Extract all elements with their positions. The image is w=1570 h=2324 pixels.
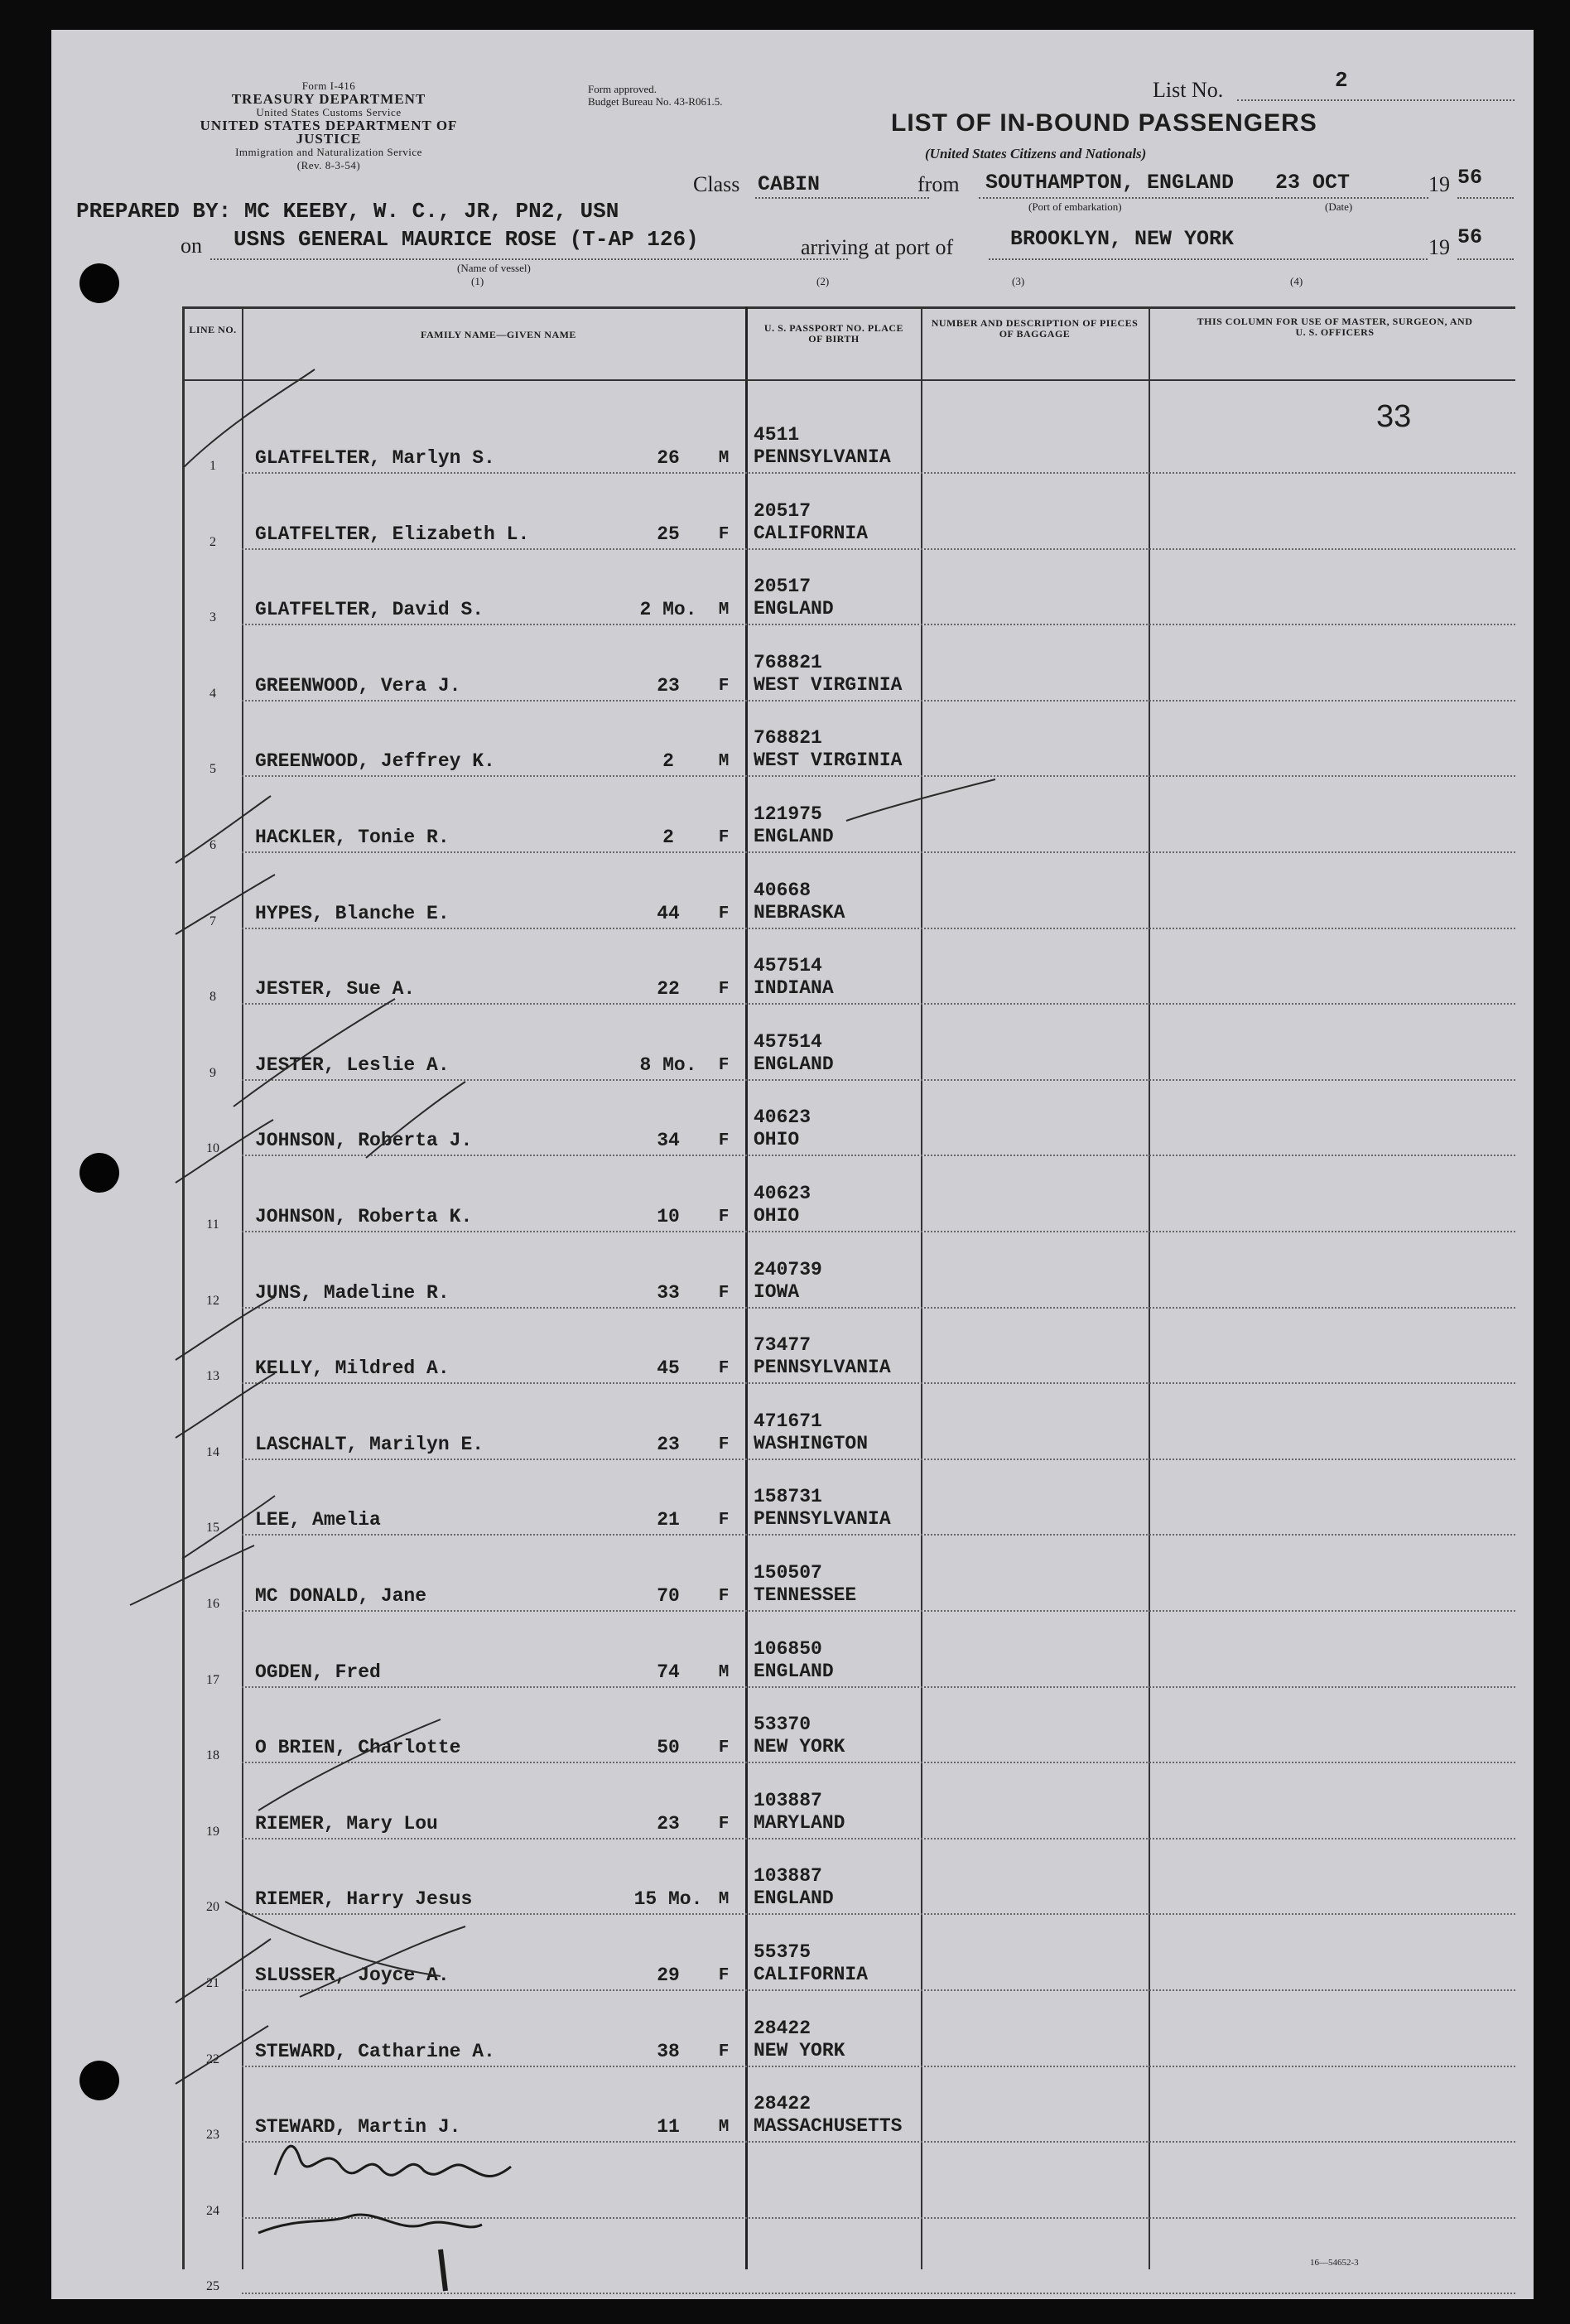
passport-number: 20517 <box>754 576 811 598</box>
birthplace: PENNSYLVANIA <box>754 1357 891 1379</box>
ins-service: Immigration and Naturalization Service <box>235 146 422 158</box>
line-number: 4 <box>209 686 216 701</box>
header-line-no: LINE NO. <box>189 324 237 335</box>
passenger-sex: F <box>718 1055 730 1075</box>
line-number: 16 <box>206 1597 219 1611</box>
passport-number: 457514 <box>754 955 822 977</box>
passport-number: 55375 <box>754 1941 811 1963</box>
line-number: 24 <box>206 2203 219 2218</box>
passenger-name: HACKLER, Tonie R. <box>255 827 450 848</box>
line-number: 12 <box>206 1293 219 1308</box>
passenger-age: 26 <box>657 447 680 469</box>
birthplace: ENGLAND <box>754 1888 834 1910</box>
birthplace: ENGLAND <box>754 826 834 847</box>
passenger-sex: F <box>718 828 730 847</box>
port-caption: (Port of embarkation) <box>1028 200 1122 213</box>
passenger-age: 50 <box>657 1737 680 1759</box>
check-mark <box>184 369 315 467</box>
passenger-name: RIEMER, Mary Lou <box>255 1812 438 1835</box>
check-mark <box>176 1120 273 1183</box>
line-number: 9 <box>209 1065 216 1080</box>
passenger-name: KELLY, Mildred A. <box>255 1357 450 1380</box>
line-number: 19 <box>206 1824 219 1839</box>
birthplace: PENNSYLVANIA <box>754 1508 891 1531</box>
passenger-age: 21 <box>657 1509 680 1531</box>
passport-number: 28422 <box>754 2017 811 2039</box>
check-mark <box>258 1719 441 1811</box>
vessel-name: USNS GENERAL MAURICE ROSE (T-AP 126) <box>234 227 699 252</box>
check-mark <box>846 779 995 821</box>
check-mark <box>300 1926 465 1997</box>
line-number: 8 <box>209 990 216 1005</box>
birthplace: MARYLAND <box>754 1811 845 1834</box>
check-mark <box>176 796 271 863</box>
passport-number: 53370 <box>754 1714 811 1736</box>
line-number: 23 <box>206 2128 219 2143</box>
page-subtitle: (United States Citizens and Nationals) <box>925 146 1147 162</box>
passenger-sex: F <box>718 676 730 696</box>
class-label: Class <box>693 172 740 196</box>
line-number: 7 <box>209 914 216 928</box>
check-mark <box>176 1297 275 1360</box>
line-number: 10 <box>206 1141 219 1156</box>
port-embarkation: SOUTHAMPTON, ENGLAND <box>985 171 1235 195</box>
passenger-sex: F <box>718 1434 730 1454</box>
check-mark <box>234 999 395 1107</box>
header-baggage: NUMBER AND DESCRIPTION OF PIECES OF BAGGAGE <box>931 317 1139 340</box>
passenger-sex: M <box>718 449 730 468</box>
birthplace: ENGLAND <box>754 598 834 620</box>
passenger-sex: F <box>718 1208 730 1227</box>
line-number: 2 <box>209 534 216 549</box>
passport-number: 103887 <box>754 1865 822 1888</box>
passport-number: 158731 <box>754 1486 822 1508</box>
passenger-name: LEE, Amelia <box>255 1509 381 1531</box>
line-number: 20 <box>206 1900 219 1915</box>
birthplace: WASHINGTON <box>754 1432 869 1454</box>
line-number: 11 <box>206 1217 219 1232</box>
header-passport: U. S. PASSPORT NO. PLACE OF BIRTH <box>763 322 904 345</box>
arriving-label: arriving at port of <box>801 235 954 259</box>
birthplace: NEW YORK <box>754 1736 845 1758</box>
birthplace: WEST VIRGINIA <box>754 673 903 696</box>
passenger-name: JOHNSON, Roberta J. <box>255 1130 473 1152</box>
passenger-name: LASCHALT, Marilyn E. <box>255 1433 484 1455</box>
passenger-age: 23 <box>657 674 680 697</box>
passenger-age: 2 Mo. <box>639 599 697 621</box>
year-prefix: 19 <box>1428 172 1450 196</box>
arrival-year: 56 <box>1457 225 1483 249</box>
check-mark <box>366 1082 465 1158</box>
birthplace: NEW YORK <box>754 2039 845 2061</box>
passenger-age: 23 <box>657 1433 680 1455</box>
from-label: from <box>917 172 960 196</box>
passenger-sex: F <box>718 980 730 1000</box>
manifest-page <box>51 30 1534 2299</box>
passenger-sex: F <box>718 1814 730 1834</box>
passenger-sex: F <box>718 1738 730 1758</box>
birthplace: NEBRASKA <box>754 901 845 923</box>
passport-number: 40668 <box>754 879 811 901</box>
treasury-dept: TREASURY DEPARTMENT <box>231 91 426 107</box>
birthplace: ENGLAND <box>754 1660 834 1682</box>
passenger-name: OGDEN, Fred <box>255 1661 381 1683</box>
line-number: 25 <box>206 2279 219 2294</box>
revision: (Rev. 8-3-54) <box>296 159 361 171</box>
prepared-by: PREPARED BY: MC KEEBY, W. C., JR, PN2, USN <box>76 199 619 224</box>
passenger-name: O BRIEN, Charlotte <box>255 1737 461 1759</box>
passenger-sex: F <box>718 1131 730 1151</box>
signature <box>258 2146 511 2291</box>
vessel-caption: (Name of vessel) <box>457 262 531 274</box>
passenger-sex: F <box>718 1587 730 1606</box>
passport-number: 40623 <box>754 1183 811 1204</box>
passenger-name: RIEMER, Harry Jesus <box>255 1888 473 1911</box>
pen-marks <box>51 30 1534 2299</box>
passenger-age: 15 Mo. <box>633 1888 703 1911</box>
passenger-name: MC DONALD, Jane <box>255 1585 427 1607</box>
customs-service: United States Customs Service <box>256 106 402 118</box>
birthplace: TENNESSEE <box>754 1584 857 1606</box>
passenger-name: STEWARD, Martin J. <box>255 2116 461 2138</box>
budget-bureau: Budget Bureau No. 43-R061.5. <box>588 95 723 108</box>
col-num-3: (3) <box>1012 275 1025 287</box>
arrival-port: BROOKLYN, NEW YORK <box>1010 227 1235 251</box>
page-title: LIST OF IN-BOUND PASSENGERS <box>891 109 1317 137</box>
line-number: 1 <box>209 459 216 473</box>
passenger-age: 44 <box>657 902 680 924</box>
form-code: 16—54652-3 <box>1310 2258 1359 2268</box>
col-num-4: (4) <box>1290 275 1303 287</box>
passenger-sex: M <box>718 600 730 620</box>
header-name: FAMILY NAME—GIVEN NAME <box>421 329 576 340</box>
passport-number: 73477 <box>754 1334 811 1357</box>
justice-dept: UNITED STATES DEPARTMENT OF JUSTICE <box>200 118 458 147</box>
passenger-sex: M <box>718 2118 730 2138</box>
col-num-1: (1) <box>471 275 484 287</box>
passenger-sex: M <box>718 752 730 772</box>
on-label: on <box>181 234 202 258</box>
passenger-sex: F <box>718 2042 730 2061</box>
check-mark <box>176 2026 268 2084</box>
line-number: 18 <box>206 1748 219 1763</box>
passenger-age: 29 <box>657 1965 680 1986</box>
line-number: 5 <box>209 762 216 777</box>
passenger-name: GREENWOOD, Vera J. <box>255 674 461 697</box>
passenger-name: HYPES, Blanche E. <box>255 902 450 924</box>
line-number: 22 <box>206 2052 219 2066</box>
birthplace: CALIFORNIA <box>754 522 869 544</box>
passenger-sex: F <box>718 1511 730 1531</box>
passport-number: 4511 <box>754 424 800 446</box>
passenger-age: 2 <box>662 827 674 848</box>
line-number: 15 <box>206 1521 219 1536</box>
line-number: 14 <box>206 1444 219 1459</box>
list-no-label: List No. <box>1153 78 1224 102</box>
date-value: 23 OCT <box>1275 171 1351 195</box>
passenger-age: 45 <box>657 1357 680 1380</box>
line-number: 17 <box>206 1672 219 1687</box>
passport-number: 240739 <box>754 1258 822 1280</box>
check-mark <box>176 875 275 934</box>
birthplace: MASSACHUSETTS <box>754 2115 903 2138</box>
passport-number: 150507 <box>754 1562 822 1584</box>
passenger-age: 70 <box>657 1585 680 1607</box>
official-count: 33 <box>1376 399 1412 434</box>
passport-number: 103887 <box>754 1789 822 1811</box>
line-number: 3 <box>209 610 216 625</box>
passport-number: 20517 <box>754 499 811 522</box>
passport-number: 457514 <box>754 1030 822 1053</box>
passport-number: 28422 <box>754 2093 811 2115</box>
passenger-sex: F <box>718 524 730 544</box>
passport-number: 471671 <box>754 1410 822 1432</box>
form-number: Form I-416 <box>301 80 356 92</box>
passenger-age: 33 <box>657 1281 680 1304</box>
line-number: 6 <box>209 838 216 852</box>
passenger-name: GLATFELTER, David S. <box>255 599 484 621</box>
passenger-sex: M <box>718 1890 730 1910</box>
passport-number: 768821 <box>754 727 822 750</box>
passenger-name: JESTER, Leslie A. <box>255 1054 450 1076</box>
passenger-sex: F <box>718 1359 730 1379</box>
birthplace: PENNSYLVANIA <box>754 446 891 468</box>
date-caption: (Date) <box>1325 200 1353 213</box>
passenger-name: JUNS, Madeline R. <box>255 1281 450 1304</box>
passenger-age: 74 <box>657 1661 680 1683</box>
passenger-age: 11 <box>657 2116 680 2138</box>
birthplace: OHIO <box>754 1205 800 1227</box>
passenger-name: JOHNSON, Roberta K. <box>255 1206 473 1227</box>
passenger-age: 2 <box>662 750 674 773</box>
passenger-name: SLUSSER, Joyce A. <box>255 1965 450 1986</box>
passenger-age: 22 <box>657 978 680 1000</box>
passenger-age: 34 <box>657 1130 680 1152</box>
passenger-age: 8 Mo. <box>639 1054 697 1076</box>
birthplace: OHIO <box>754 1129 800 1151</box>
passenger-name: JESTER, Sue A. <box>255 978 416 1000</box>
passenger-sex: M <box>718 1662 730 1682</box>
passenger-sex: F <box>718 1283 730 1303</box>
birthplace: WEST VIRGINIA <box>754 750 903 772</box>
line-number: 13 <box>206 1369 219 1384</box>
passport-number: 106850 <box>754 1637 822 1660</box>
passport-number: 121975 <box>754 803 822 825</box>
approval: Form approved. <box>588 83 657 95</box>
arrival-year-prefix: 19 <box>1428 235 1450 259</box>
header-officers: THIS COLUMN FOR USE OF MASTER, SURGEON, AND U. S. OFFICERS <box>1197 316 1473 338</box>
birthplace: INDIANA <box>754 977 834 1000</box>
check-mark <box>176 1939 271 2003</box>
class-value: CABIN <box>758 172 821 196</box>
line-number: 21 <box>206 1976 219 1990</box>
year-value: 56 <box>1457 166 1483 190</box>
birthplace: CALIFORNIA <box>754 1964 869 1985</box>
check-mark <box>130 1545 254 1605</box>
passenger-name: GLATFELTER, Elizabeth L. <box>255 523 530 545</box>
passenger-name: GREENWOOD, Jeffrey K. <box>255 750 495 773</box>
passenger-age: 25 <box>657 523 680 545</box>
passenger-age: 23 <box>657 1812 680 1835</box>
check-mark <box>176 1373 275 1438</box>
passenger-age: 38 <box>657 2040 680 2062</box>
birthplace: IOWA <box>754 1280 800 1303</box>
col-num-2: (2) <box>816 275 830 287</box>
birthplace: ENGLAND <box>754 1053 834 1075</box>
passport-number: 40623 <box>754 1107 811 1129</box>
passenger-sex: F <box>718 904 730 923</box>
passenger-name: GLATFELTER, Marlyn S. <box>255 447 495 469</box>
check-mark <box>182 1496 275 1559</box>
passenger-sex: F <box>718 1966 730 1985</box>
check-mark <box>225 1902 441 1976</box>
passport-number: 768821 <box>754 651 822 673</box>
passenger-name: STEWARD, Catharine A. <box>255 2040 495 2062</box>
list-no-value: 2 <box>1335 68 1348 93</box>
passenger-age: 10 <box>657 1206 680 1227</box>
